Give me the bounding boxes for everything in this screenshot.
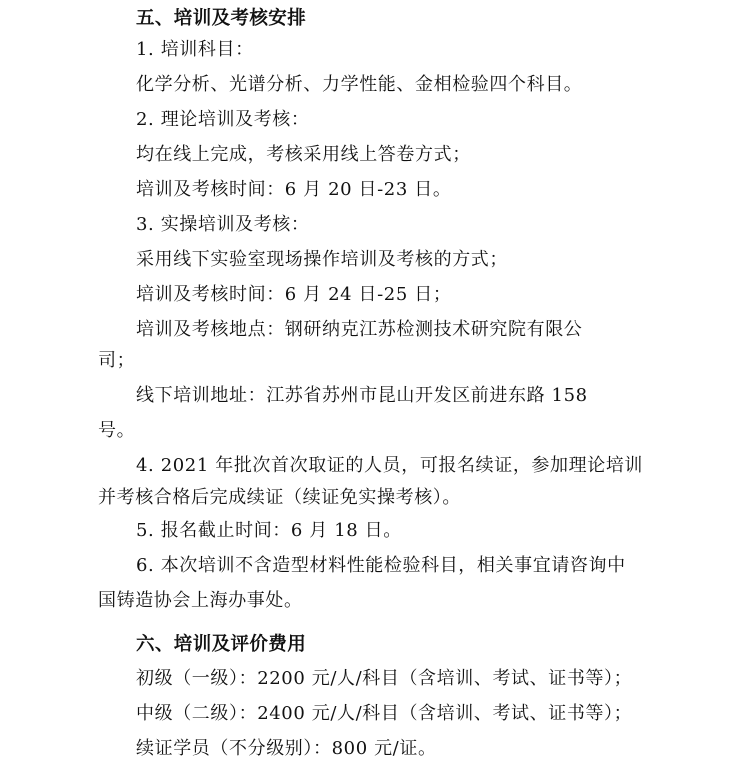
item-3-line-3b: 司；: [98, 350, 136, 371]
item-2-line-2: 培训及考核时间：6 月 20 日-23 日。: [136, 179, 452, 200]
item-4-line-a: 4. 2021 年批次首次取证的人员，可报名续证，参加理论培训: [136, 455, 644, 476]
item-3-line-2: 培训及考核时间：6 月 24 日-25 日；: [136, 284, 452, 305]
item-3-heading: 3. 实操培训及考核：: [136, 214, 310, 235]
fee-junior: 初级（一级）：2200 元/人/科目（含培训、考试、证书等）；: [136, 668, 633, 689]
item-4-line-b: 并考核合格后完成续证（续证免实操考核）。: [98, 487, 461, 508]
item-3-line-4a: 线下培训地址：江苏省苏州市昆山开发区前进东路 158: [136, 385, 588, 406]
section-6-heading: 六、培训及评价费用: [136, 634, 307, 655]
item-2-line-1: 均在线上完成，考核采用线上答卷方式；: [136, 144, 471, 165]
section-5-heading: 五、培训及考核安排: [136, 8, 307, 29]
item-3-line-1: 采用线下实验室现场操作培训及考核的方式；: [136, 249, 508, 270]
item-6-line-a: 6. 本次培训不含造型材料性能检验科目，相关事宜请咨询中: [136, 555, 626, 576]
item-6-line-b: 国铸造协会上海办事处。: [98, 590, 303, 611]
fee-renewal: 续证学员（不分级别）：800 元/证。: [136, 738, 437, 759]
item-1-text: 化学分析、光谱分析、力学性能、金相检验四个科目。: [136, 74, 583, 95]
fee-intermediate: 中级（二级）：2400 元/人/科目（含培训、考试、证书等）；: [136, 703, 633, 724]
item-2-heading: 2. 理论培训及考核：: [136, 109, 310, 130]
item-5: 5. 报名截止时间：6 月 18 日。: [136, 520, 402, 541]
item-3-line-3a: 培训及考核地点：钢研纳克江苏检测技术研究院有限公: [136, 319, 583, 340]
item-1-heading: 1. 培训科目：: [136, 39, 254, 60]
item-3-line-4b: 号。: [98, 420, 136, 441]
